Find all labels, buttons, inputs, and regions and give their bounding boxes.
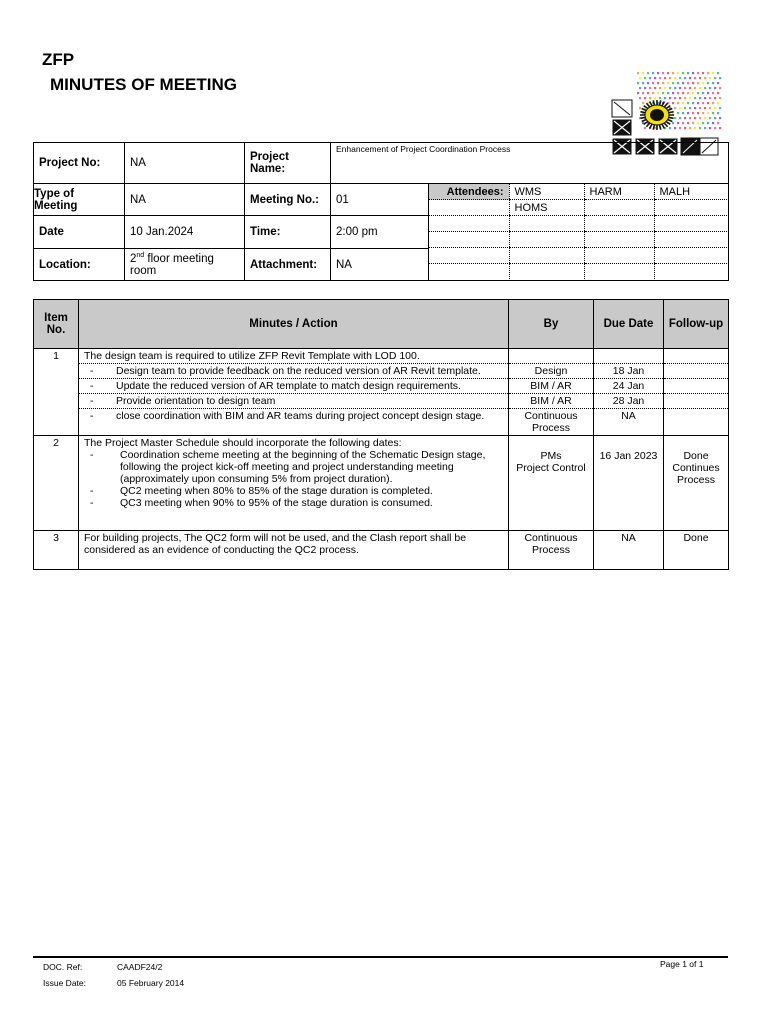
meeting-no-label: Meeting No.: [245,184,331,216]
attachment-label: Attachment: [245,249,331,281]
page-number: Page 1 of 1 [660,959,704,969]
meeting-info-table [33,142,729,281]
by-value: BIM / AR [509,394,594,409]
meeting-type-value: NA [125,184,245,216]
sub-action: - Update the reduced version of AR template to match design requirements. [79,379,509,394]
col-header-due: Due Date [594,300,664,349]
due-value: NA [594,409,664,436]
doc-ref-label: DOC. Ref: [43,962,83,972]
item-text: The design team is required to utilize ZFP Revit Template with LOD 100. [79,349,509,364]
attendees-label: Attendees: [429,184,509,200]
follow-value [664,364,729,379]
footer-rule [33,956,728,958]
follow-value [664,409,729,436]
due-value: 16 Jan 2023 [594,436,664,531]
project-name-label: Project Name: [245,143,331,184]
item-text: For building projects, The QC2 form will not be used, and the Clash report shall be considered as an evidence of conducting the QC2 process. [79,531,509,570]
item-text: The Project Master Schedule should incorporate the following dates: [84,437,402,449]
doc-ref-value: CAADF24/2 [117,962,163,972]
attendee-name: WMS [509,184,584,200]
company-name: ZFP [42,50,75,69]
project-name-value: Enhancement of Project Coordination Process [331,143,729,184]
follow-value: Done Continues Process [664,436,729,531]
location-value: 2nd floor meeting room [125,249,245,281]
bullet-item: - QC2 meeting when 80% to 85% of the stage duration is completed. [90,485,433,497]
table-row [34,379,729,394]
sub-action: - close coordination with BIM and AR teams during project concept design stage. [79,409,509,436]
time-label: Time: [245,216,331,249]
sub-action: - Provide orientation to design team [79,394,509,409]
follow-value [664,379,729,394]
date-value: 10 Jan.2024 [125,216,245,249]
document-title: MINUTES OF MEETING [50,75,237,94]
time-value: 2:00 pm [331,216,429,249]
attendee-name: HARM [584,184,654,200]
table-row [34,436,729,531]
table-row [34,394,729,409]
due-value: 18 Jan [594,364,664,379]
location-label: Location: [34,249,125,281]
attendee-name: MALH [654,184,729,200]
attendees-cell [429,184,729,281]
item-text-block [79,436,509,531]
issue-date-label: Issue Date: [43,978,86,988]
due-value: 24 Jan [594,379,664,394]
item-number: 1 [34,349,79,436]
col-header-follow: Follow-up [664,300,729,349]
project-no-value: NA [125,143,245,184]
col-header-action: Minutes / Action [79,300,509,349]
by-value: BIM / AR [509,379,594,394]
follow-value [664,394,729,409]
sub-action: - Design team to provide feedback on the reduced version of AR Revit template. [79,364,509,379]
due-value: 28 Jan [594,394,664,409]
due-value: NA [594,531,664,570]
follow-value: Done [664,531,729,570]
issue-date-value: 05 February 2014 [117,978,185,988]
meeting-type-label: Type of Meeting [34,184,125,216]
attendee-name: HOMS [509,200,584,216]
bullet-item: - QC3 meeting when 90% to 95% of the stage duration is consumed. [90,497,433,509]
by-value: PMs Project Control [509,436,594,531]
by-value: Continuous Process [509,531,594,570]
by-value: Design [509,364,594,379]
attachment-value: NA [331,249,429,281]
minutes-table [33,299,729,570]
item-number: 3 [34,531,79,570]
table-row [34,409,729,436]
table-row [34,349,729,364]
meeting-no-value: 01 [331,184,429,216]
table-row [34,531,729,570]
project-no-label: Project No: [34,143,125,184]
bullet-item: - Coordination scheme meeting at the beginning of the Schematic Design stage, following the project kick-off meeting and project understanding meeting (approximately upon consuming 5% from project duration). [90,449,486,485]
col-header-item: Item No. [34,300,79,349]
item-number: 2 [34,436,79,531]
col-header-by: By [509,300,594,349]
table-row [34,364,729,379]
date-label: Date [34,216,125,249]
attendees-table [429,184,729,279]
by-value: Continuous Process [509,409,594,436]
